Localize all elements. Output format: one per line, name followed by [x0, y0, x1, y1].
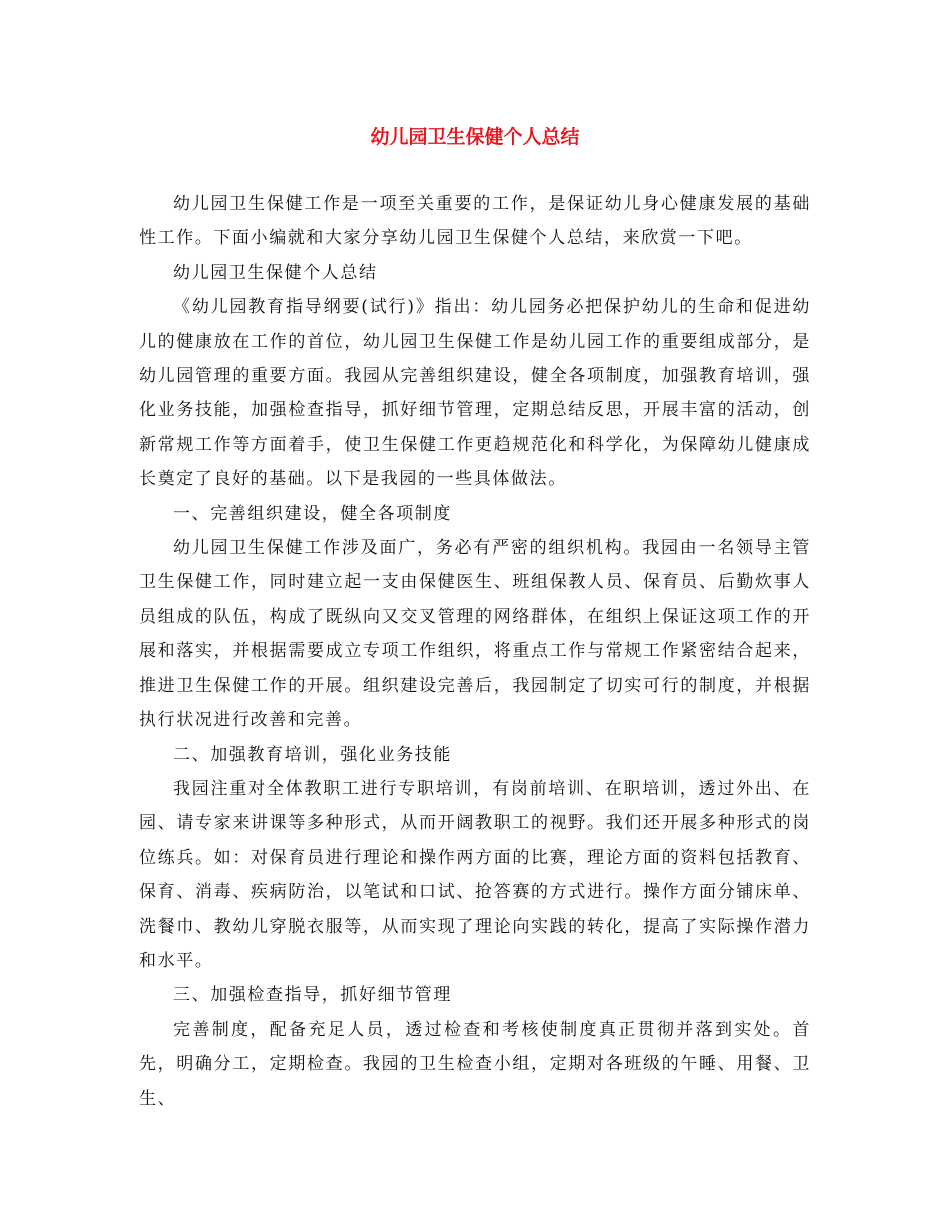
document-body — [139, 187, 811, 1116]
section-heading-summary: 幼儿园卫生保健个人总结 — [173, 262, 378, 283]
document-title: 幼儿园卫生保健个人总结 — [370, 126, 580, 148]
body-paragraph: 完善制度，配备充足人员，透过检查和考核使制度真正贯彻并落到实处。首先，明确分工，定期检查。我园的卫生检查小组，定期对各班级的午睡、用餐、卫生、 — [139, 1019, 811, 1109]
section-heading-2: 二、加强教育培训，强化业务技能 — [173, 744, 452, 765]
section-heading-1: 一、完善组织建设，健全各项制度 — [173, 503, 452, 524]
intro-paragraph: 幼儿园卫生保健工作是一项至关重要的工作，是保证幼儿身心健康发展的基础性工作。下面小编就和大家分享幼儿园卫生保健个人总结，来欣赏一下吧。 — [139, 194, 811, 249]
section-heading-3: 三、加强检查指导，抓好细节管理 — [173, 985, 452, 1006]
body-paragraph: 幼儿园卫生保健工作涉及面广，务必有严密的组织机构。我园由一名领导主管卫生保健工作，同时建立起一支由保健医生、班组保教人员、保育员、后勤炊事人员组成的队伍，构成了既纵向又交叉管理的网络群体，在组织上保证这项工作的开展和落实，并根据需要成立专项工作组织，将重点工作与常规工作紧密结合起来，推进卫生保健工作的开展。组织建设完善后，我园制定了切实可行的制度，并根据执行状况进行改善和完善。 — [139, 538, 811, 731]
body-paragraph: 《幼儿园教育指导纲要(试行)》指出：幼儿园务必把保护幼儿的生命和促进幼儿的健康放在工作的首位，幼儿园卫生保健工作是幼儿园工作的重要组成部分，是幼儿园管理的重要方面。我园从完善组织建设，健全各项制度，加强教育培训，强化业务技能，加强检查指导，抓好细节管理，定期总结反思，开展丰富的活动，创新常规工作等方面着手，使卫生保健工作更趋规范化和科学化，为保障幼儿健康成长奠定了良好的基础。以下是我园的一些具体做法。 — [139, 297, 811, 490]
body-paragraph: 我园注重对全体教职工进行专职培训，有岗前培训、在职培训，透过外出、在园、请专家来讲课等多种形式，从而开阔教职工的视野。我们还开展多种形式的岗位练兵。如：对保育员进行理论和操作两方面的比赛，理论方面的资料包括教育、保育、消毒、疾病防治，以笔试和口试、抢答赛的方式进行。操作方面分铺床单、洗餐巾、教幼儿穿脱衣服等，从而实现了理论向实践的转化，提高了实际操作潜力和水平。 — [139, 778, 811, 971]
